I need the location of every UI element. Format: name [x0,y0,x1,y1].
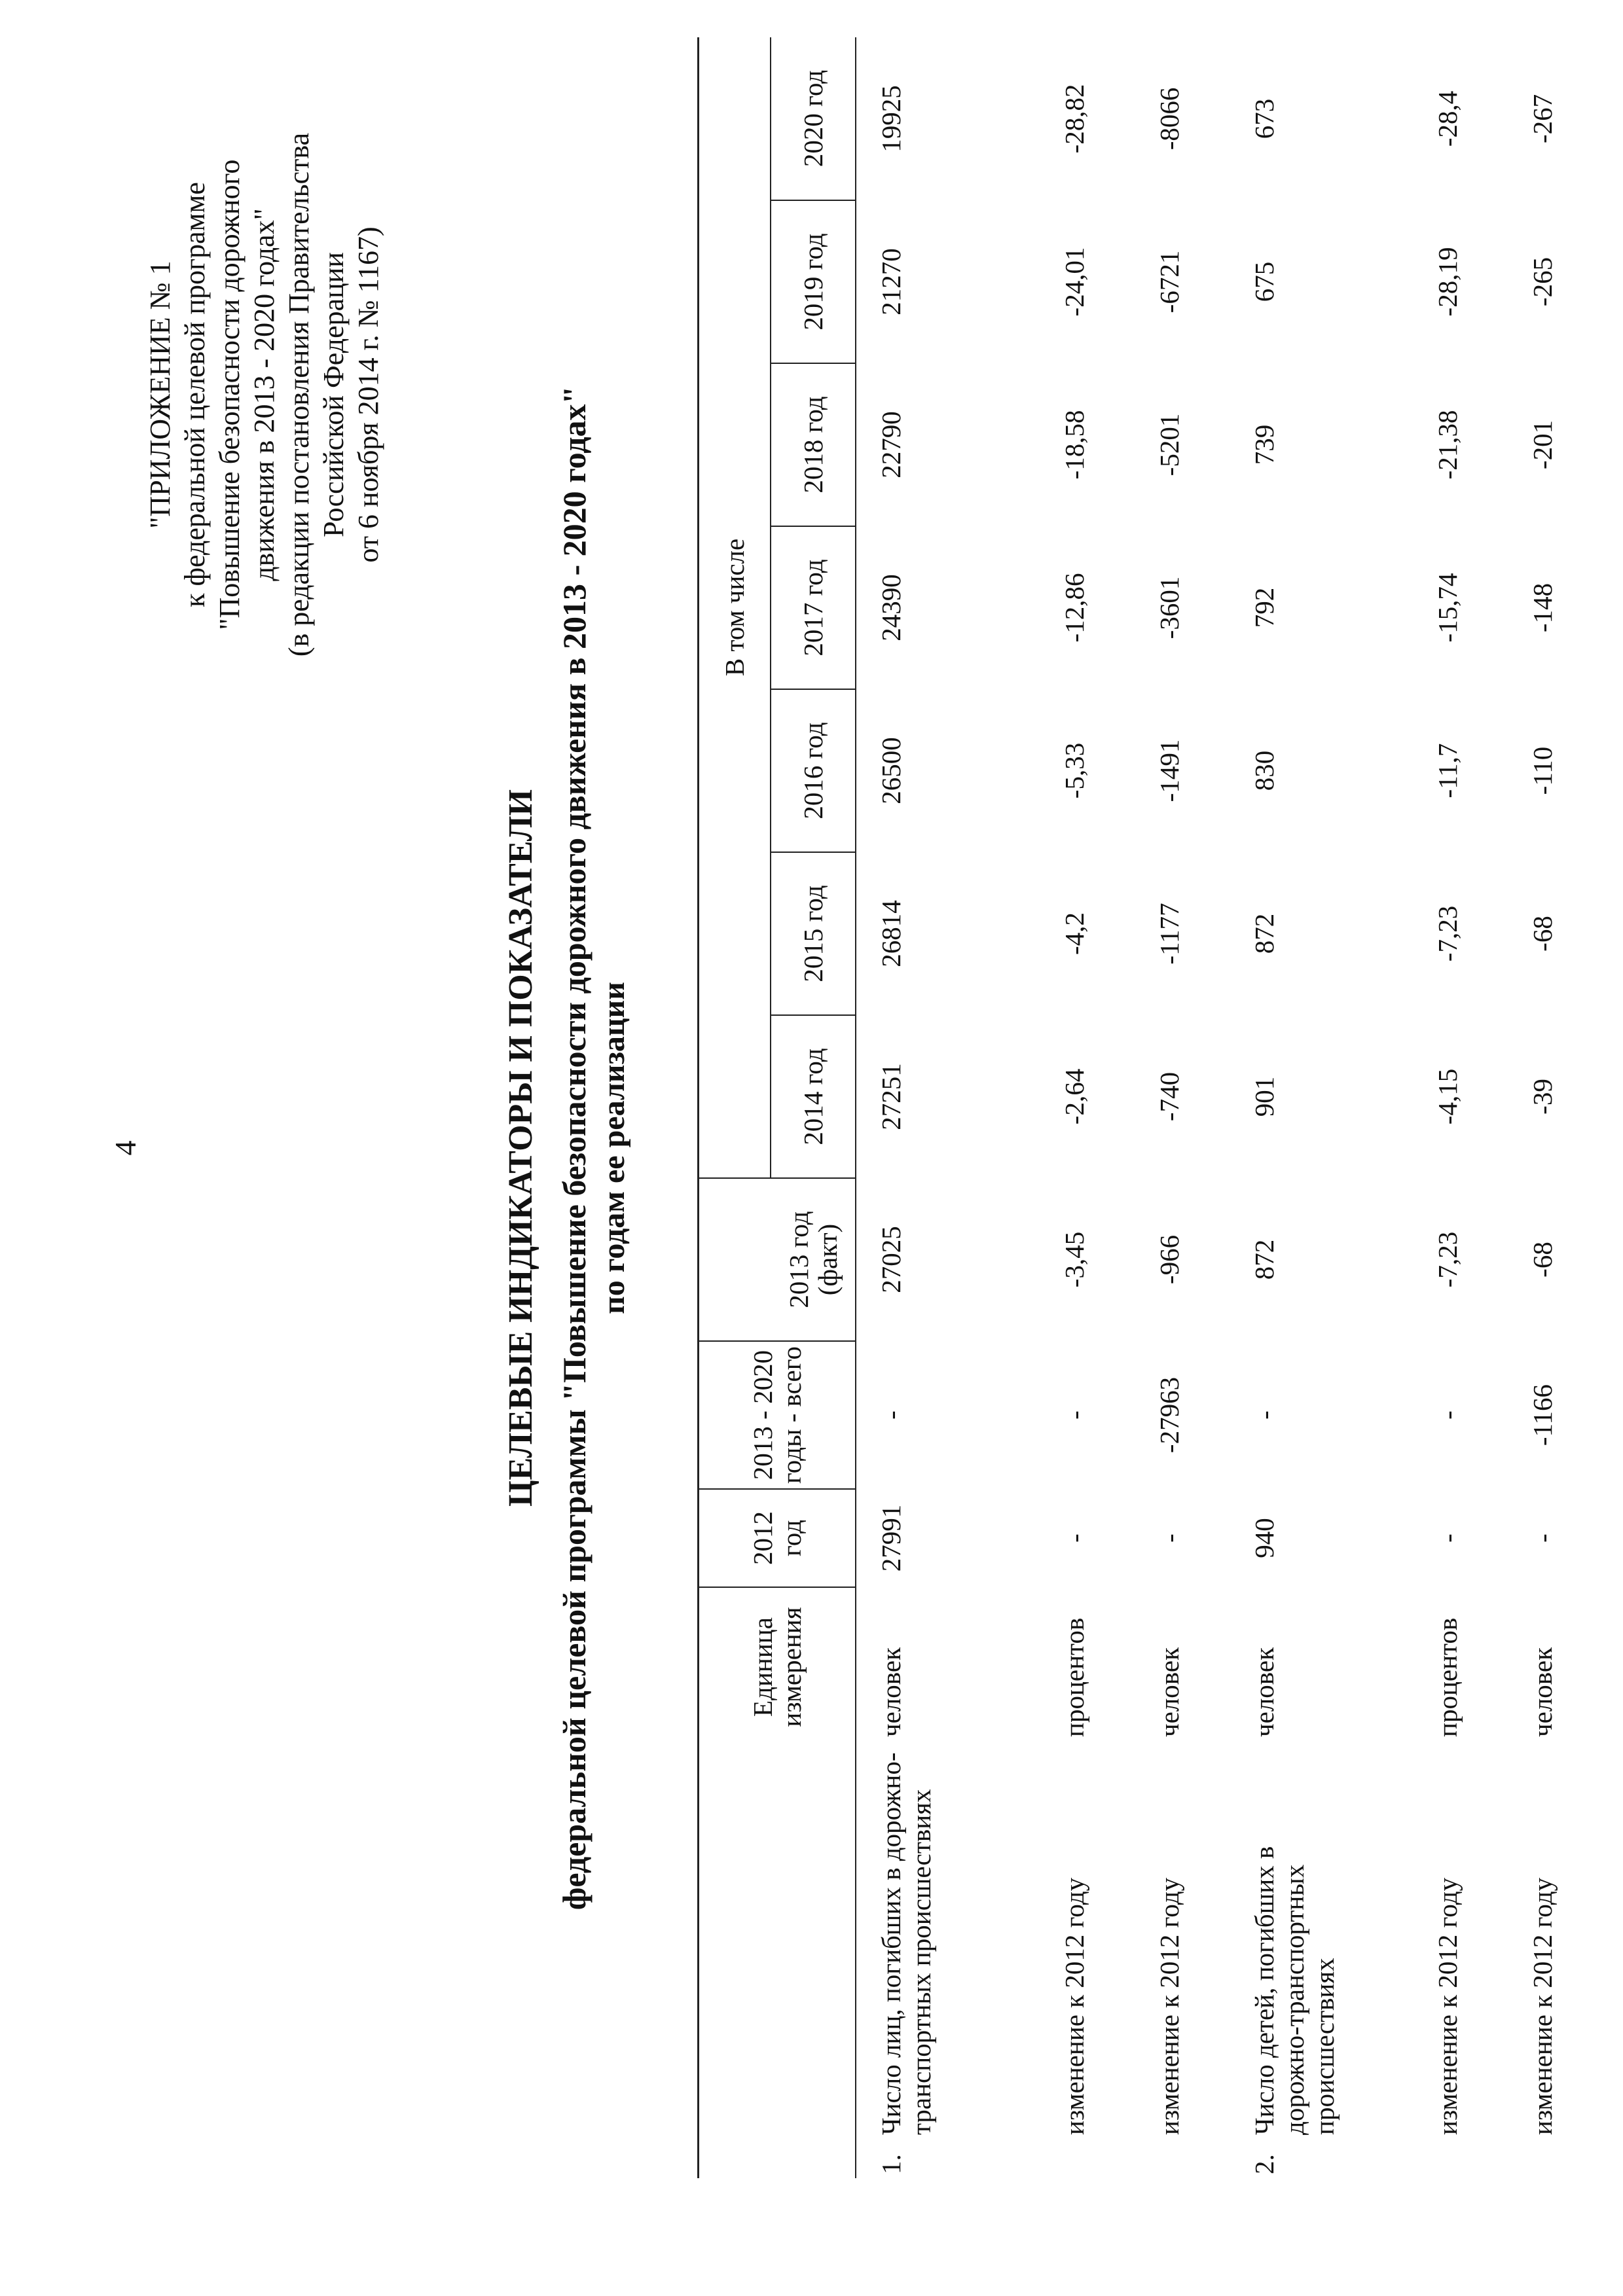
value-year: -7,23 [1432,1231,1463,1288]
document-title [501,0,633,2296]
indicator-name: изменение к 2012 году [1154,1877,1184,2135]
value-year: -11,7 [1432,743,1463,798]
indicator-name: изменение к 2012 году [1059,1877,1089,2135]
value-total: -1166 [1527,1384,1558,1446]
value-2012: - [1059,1534,1089,1543]
value-year: 26814 [876,900,906,967]
approval-line: к федеральной целевой программе [179,182,211,607]
indicator-name: изменение к 2012 году [1432,1877,1463,2135]
table-row [1135,37,1230,2178]
header-total: 2013 - 2020 годы - всего [699,1341,856,1489]
indicator-name-cell [1040,1746,1135,2178]
value-year: -12,86 [1059,573,1089,643]
indicator-name-cell [1230,1746,1413,2178]
unit-cell: человек [1527,1647,1558,1737]
unit-cell: процентов [1059,1617,1089,1737]
header-year: 2019 год [771,200,856,363]
value-year: -28,4 [1432,90,1463,147]
value-total: - [1249,1410,1279,1420]
value-year: -148 [1527,583,1558,633]
header-year: 2013 год (факт) [771,1178,856,1341]
value-year: -68 [1527,1242,1558,1278]
value-2012: - [1154,1534,1184,1543]
table-row [1508,37,1603,2178]
value-year: 21270 [876,248,906,315]
indicator-name: Число лиц, погибших в дорожно-транспортных происшествиях [876,1752,936,2135]
value-year: -7,23 [1432,905,1463,962]
header-year: 2018 год [771,363,856,526]
value-year: -21,38 [1432,410,1463,480]
table-row [856,37,1040,2178]
value-year: 27251 [876,1063,906,1130]
header-blank-cell [699,1178,771,1341]
indicator-number: 1. [876,2154,906,2174]
value-year: -39 [1527,1079,1558,1115]
value-year: -8066 [1154,87,1184,151]
value-total: - [1059,1410,1089,1420]
indicator-name-cell [1413,1746,1508,2178]
approval-line: "Повышение безопасности дорожного [213,159,246,630]
value-year: 901 [1249,1076,1279,1117]
value-year: 19925 [876,85,906,152]
value-2012: 27991 [876,1504,906,1572]
header-year: 2015 год [771,852,856,1015]
value-year: -5201 [1154,413,1184,476]
value-year: 830 [1249,750,1279,791]
value-year: 22790 [876,411,906,478]
value-year: 26500 [876,737,906,804]
indicator-number: 2. [1249,2154,1279,2174]
page-number: 4 [109,1140,142,1156]
value-year: -18,58 [1059,410,1089,480]
value-total: - [1432,1410,1463,1420]
table-row [1230,37,1413,2178]
value-year: -6721 [1154,250,1184,314]
indicator-name-cell [856,1746,1040,2178]
value-year: -4,2 [1059,912,1089,955]
table-row [1040,37,1135,2178]
approval-line: от 6 ноября 2014 г. № 1167) [352,226,384,563]
table-header [699,37,856,2178]
header-year: 2017 год [771,526,856,689]
value-year: -2,64 [1059,1068,1089,1125]
header-year: 2020 год [771,37,856,200]
value-year: 872 [1249,1239,1279,1280]
indicator-name-cell [1135,1746,1230,2178]
value-year: -966 [1154,1234,1184,1285]
value-2012: - [1527,1534,1558,1543]
table-body [856,37,1603,2178]
value-year: 792 [1249,587,1279,628]
value-year: 739 [1249,424,1279,465]
header-unit: Единица измерения [699,1587,856,1746]
approval-line: (в редакции постановления Правительства [283,132,315,657]
indicator-name: Число детей, погибших в дорожно-транспортных происшествиях [1249,1846,1340,2135]
title-subtitle: федеральной целевой программы "Повышение безопасности дорожного движения в 2013 - 2020 годах" [556,386,593,1910]
value-year: 27025 [876,1226,906,1293]
value-year: 872 [1249,913,1279,954]
value-year: -68 [1527,916,1558,952]
value-year: -3601 [1154,576,1184,639]
value-year: -28,82 [1059,84,1089,154]
value-2012: - [1432,1534,1463,1543]
value-2012: 940 [1249,1518,1279,1558]
indicators-table [697,37,1603,2178]
value-year: -265 [1527,257,1558,307]
table-row [1413,37,1508,2178]
value-year: -5,33 [1059,742,1089,799]
unit-cell: человек [1154,1647,1184,1737]
indicator-name-cell [1508,1746,1603,2178]
value-year: -740 [1154,1071,1184,1122]
title-main: ЦЕЛЕВЫЕ ИНДИКАТОРЫ И ПОКАЗАТЕЛИ [502,789,539,1507]
value-year: -110 [1527,746,1558,795]
header-year: 2014 год [771,1015,856,1178]
value-year: 675 [1249,261,1279,302]
value-year: -3,45 [1059,1231,1089,1288]
value-year: -28,19 [1432,247,1463,317]
header-year: 2016 год [771,689,856,852]
approval-line: движения в 2013 - 2020 годах" [248,208,280,581]
approval-line: Российской Федерации [318,252,350,537]
value-year: -267 [1527,94,1558,144]
value-year: -201 [1527,420,1558,470]
value-year: -1177 [1154,903,1184,965]
indicator-name: изменение к 2012 году [1527,1877,1558,2135]
unit-cell: человек [1249,1647,1279,1737]
value-year: -24,01 [1059,247,1089,317]
header-blank-cell [699,1746,856,2178]
value-year: -4,15 [1432,1068,1463,1125]
unit-cell: процентов [1432,1617,1463,1737]
unit-cell: человек [876,1647,906,1737]
value-year: 673 [1249,98,1279,139]
approval-line: "ПРИЛОЖЕНИЕ № 1 [144,260,176,529]
value-year: 24390 [876,574,906,641]
header-2012: 2012 год [699,1489,856,1587]
value-total: - [876,1410,906,1420]
value-year: -15,74 [1432,573,1463,643]
title-subtitle-2: по годам ее реализации [596,982,631,1314]
header-in-that-number: В том числе [699,37,771,1178]
value-total: -27963 [1154,1376,1184,1454]
approval-block [143,117,386,673]
value-year: -1491 [1154,739,1184,802]
